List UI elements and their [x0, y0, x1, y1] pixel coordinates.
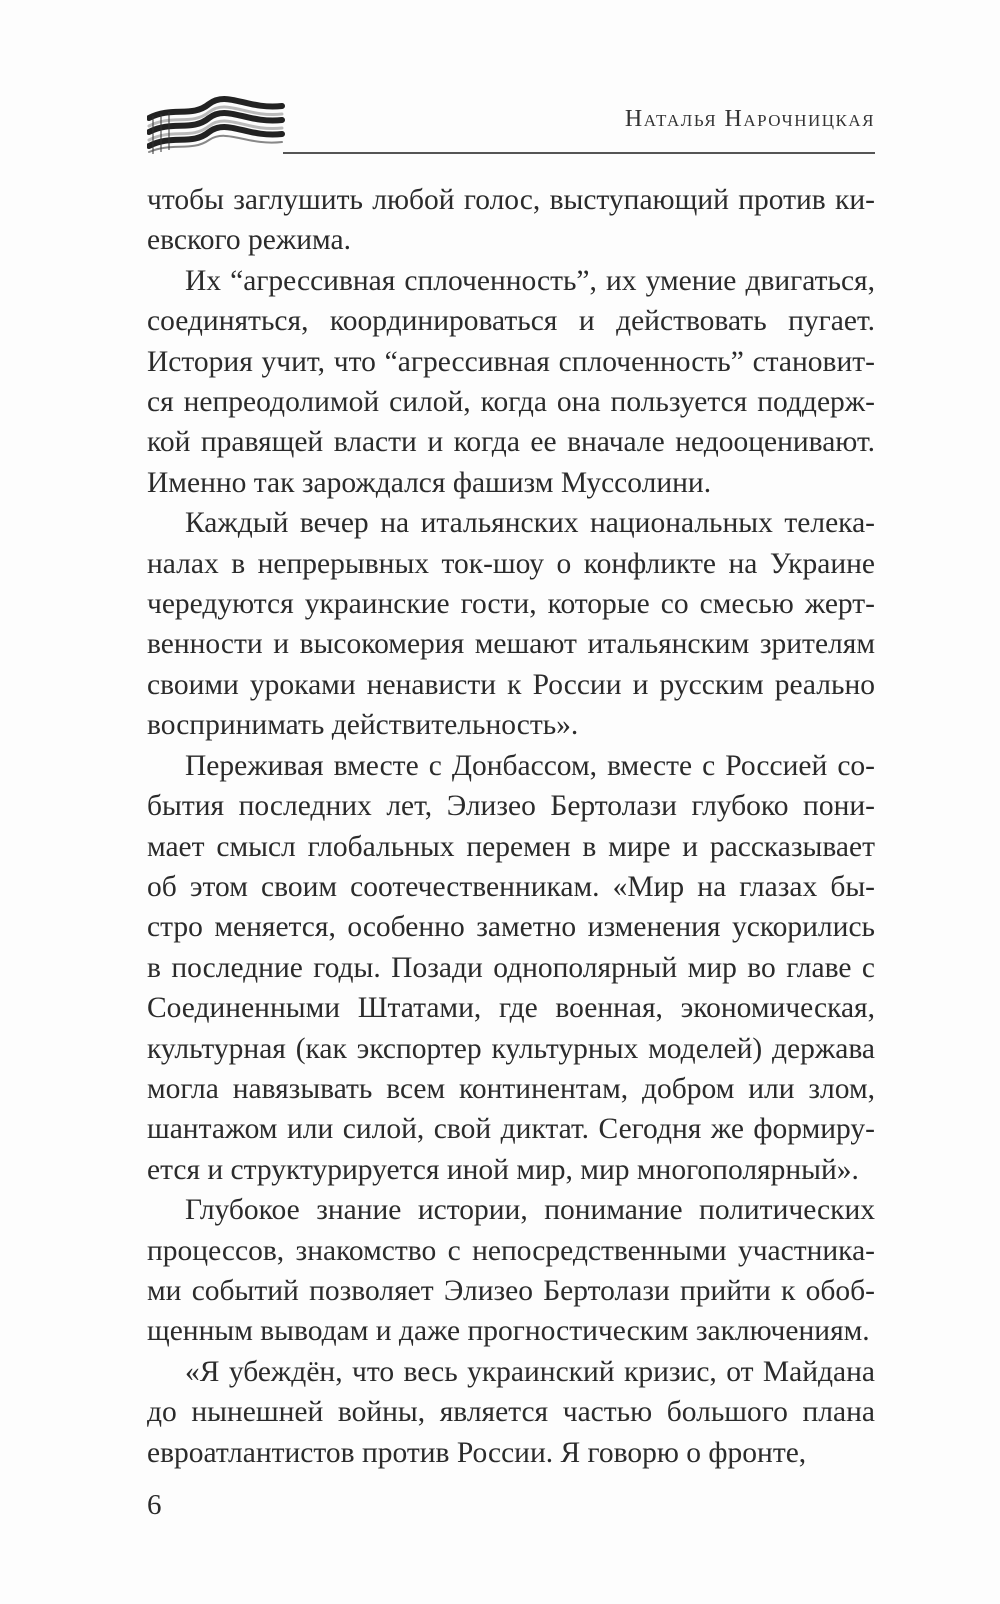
paragraph-5: Глубокое знание истории, понимание политических процессов, знакомство с непосредственными участниками событий позволяет Элизео Бертолази прийти к обобщенным выводам и даже прогностическим заключениям. — [147, 1194, 875, 1348]
paragraph-4: Переживая вместе с Донбассом, вместе с Россией события последних лет, Элизео Бертолази глубоко понимает смысл глобальных перемен в мире и рассказывает об этом своим соотечественникам. «Мир на глазах быстро меняется, особенно заметно изменения ускорились в последние годы. Позади однополярный мир во главе с Соединенными Штатами, где военная, экономическая, культурная (как экспортер культурных моделей) держава могла навязывать всем континентам, добром или злом, шантажом или силой, свой диктат. Сегодня же формируется и структурируется иной мир, мир многополярный». — [147, 749, 875, 1186]
paragraph-2: Их “агрессивная сплоченность”, их умение двигаться, соединяться, координироваться и действовать пугает. История учит, что “агрессивная сплоченность” становится непреодолимой силой, когда она пользуется поддержкой правящей власти и когда ее вначале недооценивают. Именно так зарождался фашизм Муссолини. — [147, 264, 875, 499]
page-number: 6 — [147, 1489, 162, 1521]
ribbon-flag-icon — [147, 88, 287, 158]
author-name: Наталья Нарочницкая — [624, 106, 875, 132]
body-text — [147, 180, 875, 1473]
running-header — [147, 88, 875, 158]
header-divider — [283, 152, 875, 154]
paragraph-3: Каждый вечер на итальянских национальных телеканалах в непрерывных ток-шоу о конфликте на Украине чередуются украинские гости, которые со смесью жертвенности и высокомерия мешают итальянским зрителям своими уроками ненависти к России и русским реально воспринимать действительность». — [147, 507, 875, 742]
paragraph-6: «Я убеждён, что весь украинский кризис, от Майдана до нынешней войны, является частью большого плана евроатлантистов против России. Я говорю о фронте, — [147, 1355, 875, 1469]
paragraph-1: чтобы заглушить любой голос, выступающий против киевского режима. — [147, 184, 875, 257]
